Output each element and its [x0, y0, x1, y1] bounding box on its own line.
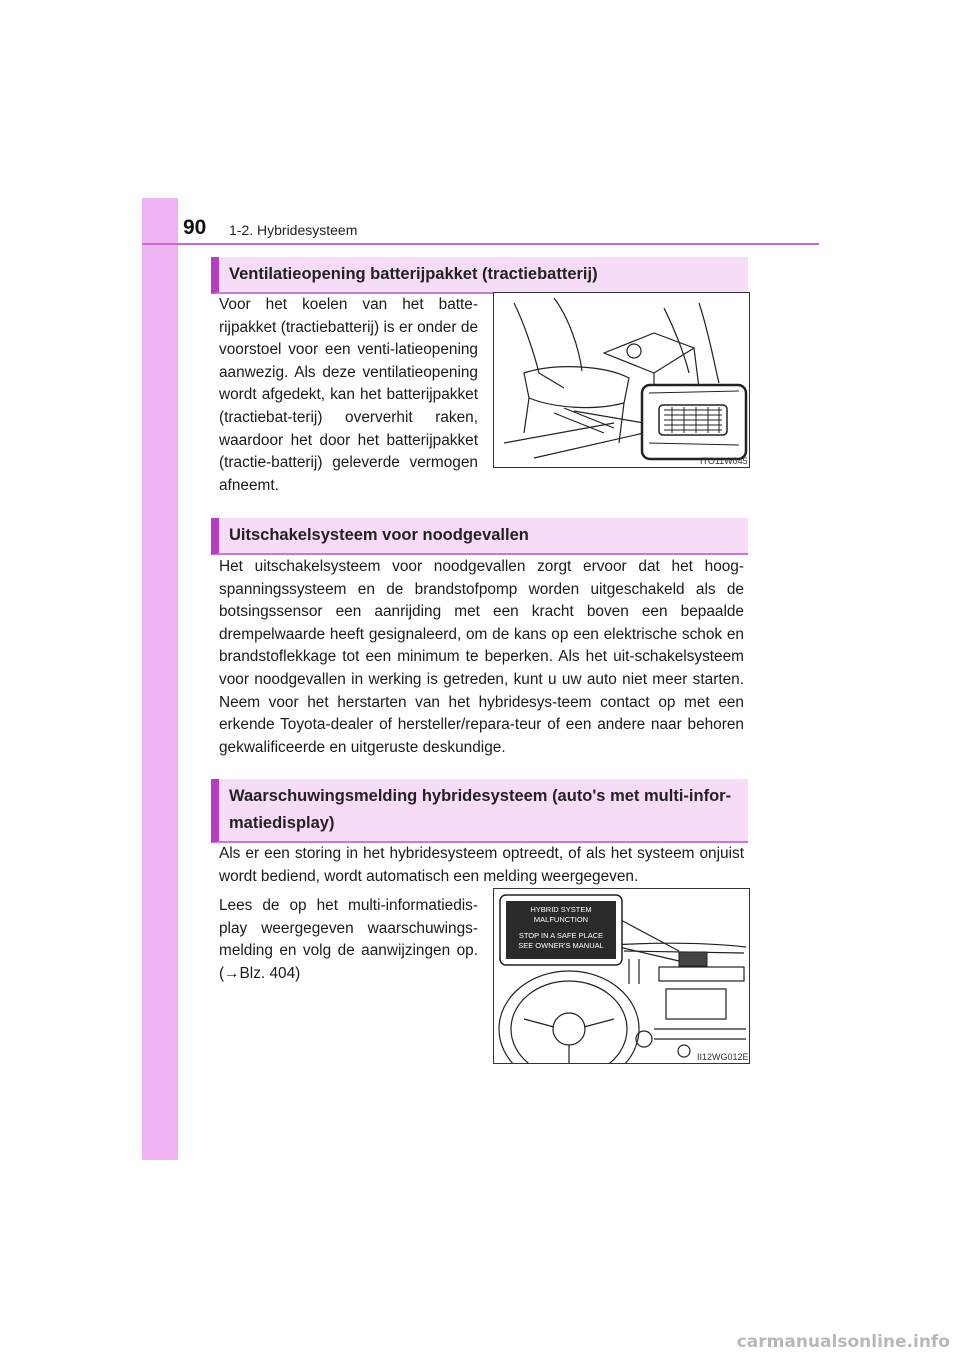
display-line-2: MALFUNCTION: [533, 915, 589, 924]
display-line-3: STOP IN A SAFE PLACE: [518, 931, 604, 940]
ventilation-paragraph: Voor het koelen van het batte-rijpakket (tractiebatterij) is er onder de voorstoel voor een venti-latieopening aanwezig. Als deze ventilatieopening wordt afgedekt, kan het batterijpakket (tractiebat-terij) oververhit raken, waardoor het door het batterijpakket (tractie-batterij) geleverde vermogen afneemt.: [219, 296, 478, 494]
section-title-ventilation: Ventilatieopening batterijpakket (tractiebatterij): [211, 257, 748, 294]
figure-code-vent: ITO11W045: [700, 456, 748, 466]
section-title-emergency-shutoff: Uitschakelsysteem voor noodgevallen: [211, 518, 748, 555]
watermark: carmanualsonline.info: [736, 1332, 950, 1352]
section-title-warning-message: Waarschuwingsmelding hybridesysteem (auto's met multi-infor-matiedisplay): [211, 779, 748, 843]
seat-vent-illustration: [494, 293, 749, 467]
figure-dashboard-warning: [493, 888, 750, 1064]
page-number: 90: [183, 216, 207, 239]
figure-seat-vent: [493, 292, 750, 468]
emergency-shutoff-paragraph: Het uitschakelsysteem voor noodgevallen zorgt ervoor dat het hoog-spanningssysteem en de brandstofpomp worden uitgeschakeld als de botsingssensor een aanrijding met een kracht boven een bepaalde drempelwaarde heeft gesignaleerd, om de kans op een elektrische schok en brandstoflekkage tot een minimum te beperken. Als het uit-schakelsysteem voor noodgevallen in werking is getreden, kunt u uw auto niet meer starten. Neem voor het herstarten van het hybridesys-teem contact op met een erkende Toyota-dealer of hersteller/repara-teur of een andere naar behoren gekwalificeerde en uitgeruste deskundige.: [219, 558, 744, 756]
display-line-1: HYBRID SYSTEM: [530, 905, 592, 914]
display-line-4: SEE OWNER'S MANUAL: [518, 941, 604, 950]
header-rule: [142, 243, 819, 245]
warning-paragraph-1: Als er een storing in het hybridesysteem optreedt, of als het systeem onjuist wordt bediend, wordt automatisch een melding weergegeven.: [219, 845, 744, 885]
warning-paragraph-2: Lees de op het multi-informatiedis-play weergegeven waarschuwings-melding en volg de aanwijzingen op. (→Blz. 404): [219, 897, 478, 982]
running-header: 1-2. Hybridesysteem: [229, 222, 358, 238]
figure-code-dashboard: II12WG012E: [697, 1052, 749, 1062]
display-message: [506, 905, 616, 951]
chapter-side-tab: [142, 198, 178, 1160]
